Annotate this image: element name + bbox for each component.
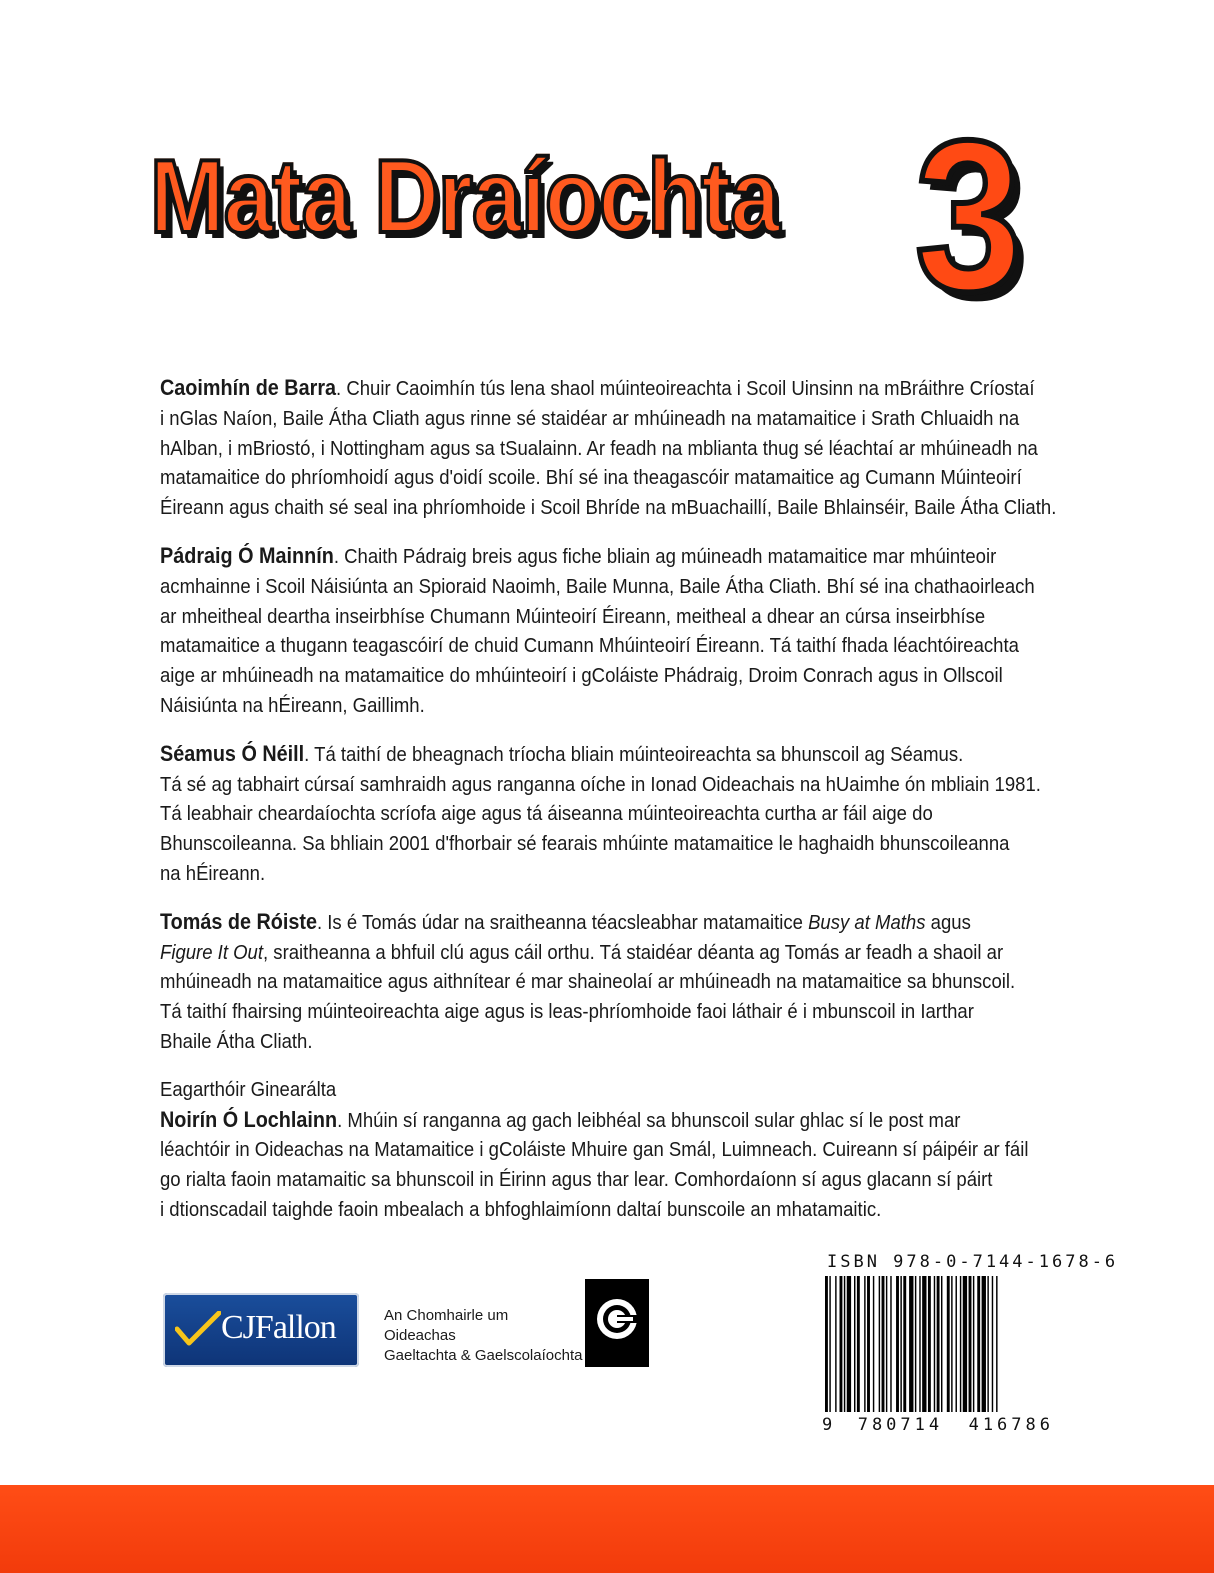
bio-padraig	[160, 541, 1060, 721]
bio-name: Séamus Ó Néill	[160, 740, 305, 766]
barcode-digits-left: 780714	[857, 1415, 944, 1435]
barcode-icon	[825, 1276, 1051, 1416]
cogg-line-1: An Chomhairle um Oideachas	[384, 1307, 509, 1344]
bio-caoimhin	[160, 373, 1060, 523]
footer-color-bar	[0, 1485, 1214, 1573]
bio-text: , sraitheanna a bhfuil clú agus cáil orthu. Tá staidéar déanta ag Tomás ar feadh a shaoil ar mhúineadh na matamaitice agus aithnítear é mar shaineolaí ar mhúineadh na matamaitice sa bhunscoil. Tá taithí fhairsing múinteoireachta aige agus is leas-phríomhoide faoi láthair é i mbunscoil in Iarthar Bhaile Átha Cliath.	[160, 940, 1016, 1053]
barcode-digits-right: 416786	[968, 1415, 1054, 1435]
bio-text: . Mhúin sí ranganna ag gach leibhéal sa bhunscoil sular ghlac sí le post mar léachtóir in Oideachas na Matamaitice i gColáiste Mhuire gan Smál, Luimneach. Cuireann sí páipéir ar fáil go rialta faoin matamaitic sa bhunscoil in Éirinn agus thar lear. Comhordaíonn sí agus glacann sí páirt i dtionscadail taighde faoin mbealach a bhfoghlaimíonn daltaí bunscoile an mhatamaitic.	[160, 1108, 1029, 1221]
bio-seamus	[160, 739, 1060, 889]
editor-label: Eagarthóir Ginearálta	[160, 1077, 337, 1101]
author-bios	[160, 373, 1060, 1243]
bio-name: Pádraig Ó Mainnín	[160, 542, 334, 568]
bio-name: Noirín Ó Lochlainn	[160, 1106, 338, 1132]
barcode-digit-lead: 9	[822, 1415, 833, 1435]
isbn-label: ISBN 978-0-7144-1678-6	[827, 1252, 1119, 1272]
bio-name: Tomás de Róiste	[160, 908, 317, 934]
bio-tomas	[160, 907, 1060, 1057]
bio-text: . Tá taithí de bheagnach tríocha bliain múinteoireachta sa bhunscoil ag Séamus. Tá sé ag tabhairt cúrsaí samhraidh agus ranganna oíche in Ionad Oideachais na hUaimhe ón mbliain 1981. Tá leabhair cheardaíochta scríofa aige agus tá áiseanna múinteoireachta curtha ar fáil aige do Bhunscoileanna. Sa bhliain 2001 d'fhorbair sé fearais mhúinte matamaitice le haghaidh bhunscoileanna na hÉireann.	[160, 742, 1041, 885]
bio-text: agus	[930, 910, 971, 934]
book-title: Mata Draíochta	[150, 139, 780, 255]
cogg-name	[384, 1306, 584, 1366]
book-volume-number: 3	[915, 95, 1023, 336]
book-title-busy-at-maths: Busy at Maths	[808, 910, 926, 934]
cjfallon-logo	[163, 1293, 359, 1367]
cogg-line-2: Gaeltachta & Gaelscolaíochta	[384, 1347, 583, 1364]
checkmark-icon	[175, 1311, 221, 1347]
bio-noirin	[160, 1105, 1060, 1225]
barcode-digits	[822, 1415, 1054, 1435]
cogg-logo-icon	[585, 1279, 649, 1367]
publisher-name: CJFallon	[221, 1309, 336, 1346]
bio-text: . Is é Tomás údar na sraitheanna téacsleabhar matamaitice	[316, 910, 809, 934]
bio-name: Caoimhín de Barra	[160, 375, 337, 400]
bio-text: . Chuir Caoimhín tús lena shaol múinteoireachta i Scoil Uinsinn na mBráithre Críostaí i nGlas Naíon, Baile Átha Cliath agus rinne sé staidéar ar mhúineadh na matamaitice i Srath Chluaidh na hAlban, i mBriostó, i Nottingham agus sa tSualainn. Ar feadh na mblianta thug sé léachtaí ar mhúineadh na matamaitice do phríomhoidí agus d'oidí scoile. Bhí sé ina theagascóir matamaitice ag Cumann Múinteoirí Éireann agus chaith sé seal ina phríomhoide i Scoil Bhríde na mBuachaillí, Baile Bhlainséir, Baile Átha Cliath.	[160, 377, 1057, 520]
title-block	[150, 95, 1050, 336]
book-title-figure-it-out: Figure It Out	[160, 940, 264, 964]
bio-text: . Chaith Pádraig breis agus fiche bliain ag múineadh matamaitice mar mhúinteoir acmhainne i Scoil Náisiúnta an Spioraid Naoimh, Baile Munna, Baile Átha Cliath. Bhí sé ina chathaoirleach ar mheitheal deartha inseirbhíse Chumann Múinteoirí Éireann, meitheal a dhear an cúrsa inseirbhíse matamaitice a thugann teagascóirí de chuid Cumann Mhúinteoirí Éireann. Tá taithí fhada léachtóireachta aige ar mhúineadh na matamaitice do mhúinteoirí i gColáiste Phádraig, Droim Conrach agus in Ollscoil Náisiúnta na hÉireann, Gaillimh.	[160, 544, 1035, 717]
